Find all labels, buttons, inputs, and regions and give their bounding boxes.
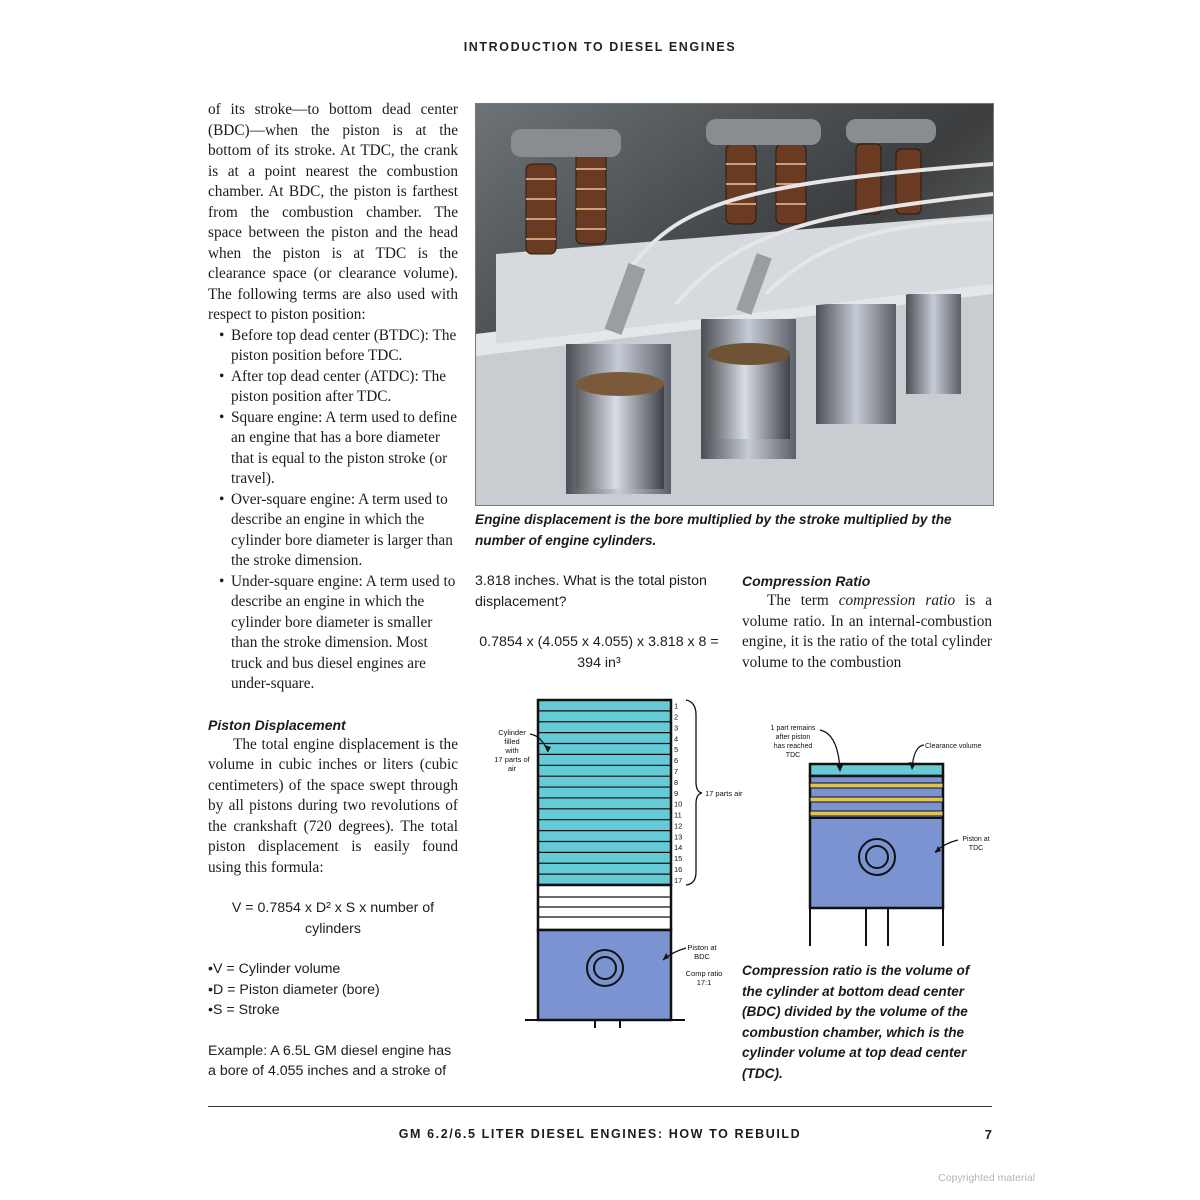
footer-rule [208,1106,992,1107]
text-prefix: The term [767,592,839,609]
bdc-cylinder [494,700,743,1028]
diagram-label: BDC [694,952,710,961]
definition-item: • S = Stroke [208,1000,458,1021]
list-item: • Over-square engine: A term used to describe an engine in which the cylinder bore diameter is larger than the stroke dimension. [208,490,458,572]
engine-cutaway-photo [475,103,994,506]
part-number: 10 [674,799,683,809]
part-number: 13 [674,832,683,842]
definition-item: • V = Cylinder volume [208,959,458,980]
part-number: 4 [674,734,679,744]
engine-cutaway-illustration [476,104,993,505]
piston-bdc [538,930,671,1020]
clearance-volume [810,764,943,776]
list-item: • Under-square engine: A term used to describe an engine in which the cylinder bore diameter is smaller than the stroke dimension. Most truck and bus diesel engines are under-square. [208,572,458,695]
example-text: Example: A 6.5L GM diesel engine has a bore of 4.055 inches and a stroke of [208,1042,452,1079]
diagram-label: Clearance volume [925,743,982,750]
calculation-result: 394 in³ [577,654,621,671]
calculation-line: 0.7854 x (4.055 x 4.055) x 3.818 x 8 = [479,634,719,650]
diagram-label: 17:1 [696,978,712,987]
diagram-label: 1 part remains [770,725,816,732]
emphasized-term: compression ratio [838,592,956,609]
tdc-cylinder [771,725,990,946]
air-column [538,700,671,885]
part-number: 16 [674,864,683,874]
part-number: 1 [674,701,679,711]
part-number: 9 [674,788,679,798]
body-paragraph [742,591,992,673]
part-number: 12 [674,821,683,831]
diagram-label: after piston [775,734,811,741]
part-number: 5 [674,745,679,755]
formula-line: V = 0.7854 x D² x S x number of [231,900,435,916]
diagram-label: 17 parts air [705,789,743,798]
diagram-label: Piston at [962,836,990,843]
displacement-formula [208,898,458,939]
middle-column-text: 3.818 inches. What is the total piston displacement? [475,573,707,610]
diagram-label: with [505,746,519,755]
definition-item: • D = Piston diameter (bore) [208,980,458,1001]
formula-definitions [208,959,458,1021]
diagram-label: TDC [968,845,984,852]
footer-book-title: GM 6.2/6.5 LITER DIESEL ENGINES: HOW TO REBUILD [398,1127,802,1141]
page-number: 7 [984,1127,992,1142]
part-number: 17 [674,875,683,885]
displacement-calculation [475,632,723,673]
part-number: 15 [674,854,683,864]
part-number: 2 [674,712,679,722]
running-head: INTRODUCTION TO DIESEL ENGINES [463,40,737,54]
section-heading-piston-displacement: Piston Displacement [208,716,346,733]
part-number: 14 [674,843,683,853]
copyright-watermark: Copyrighted material [938,1172,1035,1184]
diagram-label: Piston at [687,943,717,952]
text-rest: is a volume ratio. In an internal-combustion engine, it is the ratio of the total cylinder volume to the combustion [742,592,992,671]
right-column [742,571,992,673]
part-number: 7 [674,767,679,776]
part-number: 11 [674,810,682,820]
diagram-label: 17 parts of [494,755,530,764]
diagram-caption: Compression ratio is the volume of the cylinder at bottom dead center (BDC) divided by the volume of the combustion chamber, which is the cylinder volume at top dead center (TDC). [742,963,970,1081]
part-number: 3 [674,723,679,733]
body-paragraph: The total engine displacement is the volume in cubic inches or liters (cubic centimeters) of the space swept through by all pistons during two revolutions of the crankshaft (720 degrees). The total piston displacement is easily found using this formula: [208,735,458,876]
formula-line: cylinders [305,920,361,937]
photo-caption: Engine displacement is the bore multiplied by the stroke multiplied by the number of engine cylinders. [475,512,952,548]
list-item: • After top dead center (ATDC): The piston position after TDC. [208,367,458,408]
diagram-label: has reached [773,743,813,750]
diagram-label: Comp ratio [685,969,723,978]
diagram-label: TDC [785,752,801,759]
part-number: 6 [674,756,679,766]
list-item: • Square engine: A term used to define an engine that has a bore diameter that is equal to the piston stroke (or travel). [208,408,458,490]
piston-position-list [208,326,458,695]
body-paragraph: of its stroke—to bottom dead center (BDC)—when the piston is at the bottom of its stroke. At TDC, the crank is at a point nearest the combustion chamber. At BDC, the piston is farthest from the combustion chamber. The space between the piston and the head when the piston is at TDC is the clearance space (or clearance volume). The following terms are also used with respect to piston position: [208,101,458,323]
diagram-label: Cylinder [498,728,526,737]
list-item: • Before top dead center (BTDC): The piston position before TDC. [208,326,458,367]
section-heading-compression-ratio: Compression Ratio [742,573,871,589]
diagram-label: filled [504,737,520,746]
diagram-label: air [507,764,517,773]
left-column [208,100,458,1082]
part-number: 8 [674,777,679,787]
piston-tdc [810,776,943,908]
